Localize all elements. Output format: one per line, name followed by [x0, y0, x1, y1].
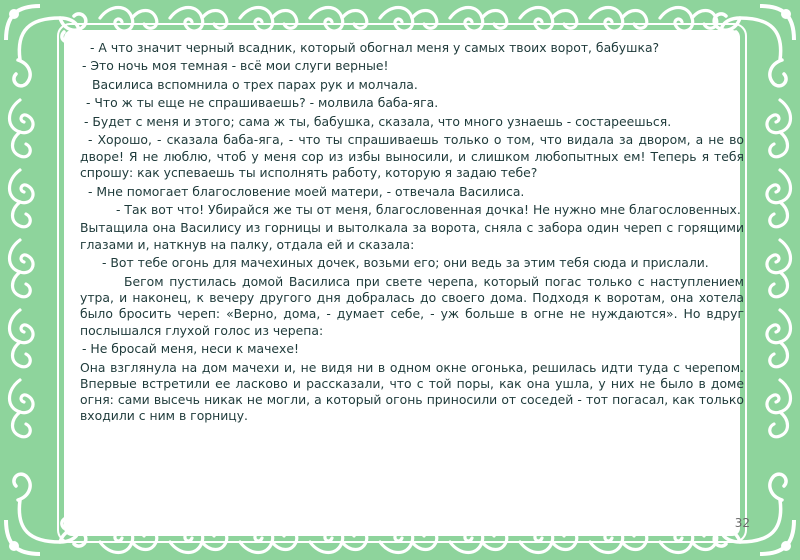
- paragraph: - Это ночь моя темная - всё мои слуги верные!: [82, 58, 389, 74]
- paragraph: - Так вот что! Убирайся же ты от меня, благословенная дочка! Не нужно мне благословенных.: [116, 201, 741, 217]
- paragraph: - А что значит черный всадник, который обогнал меня у самых твоих ворот, бабушка?: [90, 40, 660, 55]
- paragraph: Вытащила она Василису из горницы и вытолкала за ворота, сняла с забора один череп с горящими глазами и, наткнув на палку, отдала ей и сказала:: [80, 220, 744, 252]
- page-number: 32: [734, 516, 750, 530]
- paragraph: - Вот тебе огонь для мачехиных дочек, возьми его; они ведь за этим тебя сюда и прислали.: [102, 255, 709, 271]
- story-text: [80, 40, 744, 427]
- paragraph: Василиса вспомнила о трех парах рук и молчала.: [92, 76, 418, 92]
- paragraph: - Не бросай меня, неси к мачехе!: [82, 341, 299, 357]
- paragraph: - Мне помогает благословение моей матери, - отвечала Василиса.: [88, 183, 525, 199]
- paragraph: - Что ж ты еще не спрашиваешь? - молвила баба-яга.: [86, 95, 439, 111]
- paragraph: Она взглянула на дом мачехи и, не видя ни в одном окне огонька, решилась идти туда с черепом. Впервые встретили ее ласково и рассказали, что с той поры, как она ушла, у них не было в доме огня: сами высечь никак не могли, а который огонь приносили от соседей - тот погасал, как только входили с ним в горницу.: [80, 359, 744, 424]
- paragraph: Бегом пустилась домой Василиса при свете черепа, который погас только с наступлением утра, и наконец, к вечеру другого дня добралась до своего дома. Подходя к воротам, она хотела было бросить череп: «Верно, дома, - думает себе, - уж больше в огне не нуждаются». Но вдруг послышался глухой голос из черепа:: [80, 273, 744, 338]
- paragraph: - Хорошо, - сказала баба-яга, - что ты спрашиваешь только о том, что видала за двором, а не во дворе! Я не люблю, чтоб у меня сор из избы выносили, и слишком любопытных ем! Теперь я тебя спрошу: как успеваешь ты исполнять работу, которую я задаю тебе?: [80, 132, 744, 181]
- paragraph: - Будет с меня и этого; сама ж ты, бабушка, сказала, что много узнаешь - состареешься.: [84, 113, 672, 129]
